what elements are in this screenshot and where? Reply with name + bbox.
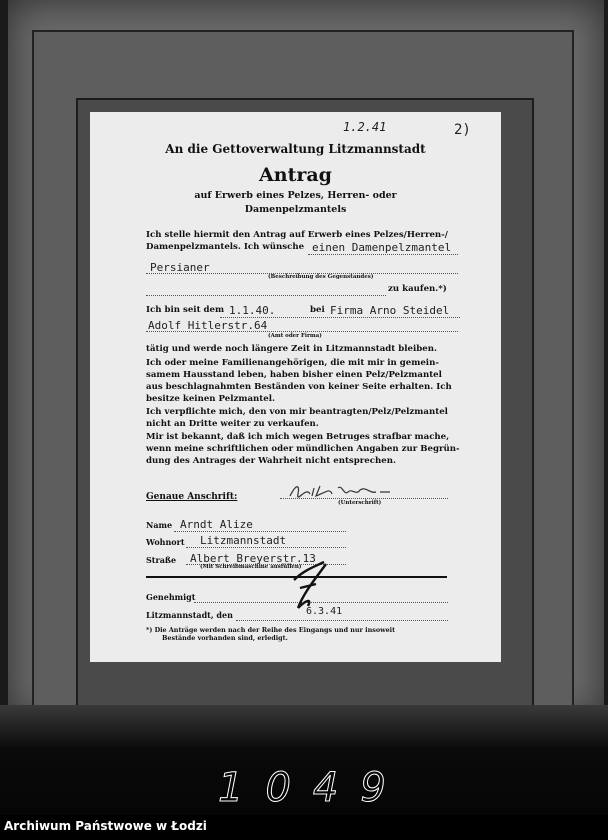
archive-credit: Archiwum Państwowe w Łodzi bbox=[4, 819, 207, 833]
header-note: 1.2.41 bbox=[343, 120, 387, 134]
employer-label: (Amt oder Firma) bbox=[268, 333, 322, 339]
since-date: 1.1.40. bbox=[229, 304, 276, 317]
para3-line-3: aus beschlagnahmten Beständen von keiner Seite erhalten. Ich bbox=[146, 382, 452, 392]
typewriter-note: (Mit Schreibmaschine ausfüllen) bbox=[200, 564, 302, 570]
para5-line-1: Mir ist bekannt, daß ich mich wegen Betruges strafbar mache, bbox=[146, 432, 450, 442]
dotted-line bbox=[220, 317, 460, 318]
dotted-line bbox=[174, 531, 346, 532]
employer: Firma Arno Steidel bbox=[330, 304, 450, 317]
para4-line-2: nicht an Dritte weiter zu verkaufen. bbox=[146, 419, 319, 429]
subtitle-1: auf Erwerb eines Pelzes, Herren- oder bbox=[194, 190, 397, 201]
para5-line-3: dung des Antrages der Wahrheit nicht entsprechen. bbox=[146, 456, 396, 466]
employer-address: Adolf Hitlerstr.64 bbox=[148, 319, 268, 332]
place-date-label: Litzmannstadt, den bbox=[146, 610, 233, 620]
dotted-line bbox=[146, 295, 386, 296]
addressee: An die Gettoverwaltung Litzmannstadt bbox=[165, 142, 426, 156]
frame-number: 1049 bbox=[218, 765, 408, 811]
name-label: Name bbox=[146, 520, 173, 530]
form-title: Antrag bbox=[259, 164, 332, 186]
street-label: Straße bbox=[146, 555, 177, 565]
item-filled: einen Damenpelzmantel bbox=[312, 241, 452, 254]
approval-date: 6.3.41 bbox=[306, 606, 343, 617]
street-value: Albert Breyerstr.13 bbox=[190, 552, 316, 565]
para1-line-a: Ich stelle hiermit den Antrag auf Erwerb eines Pelzes/Herren-/ bbox=[146, 230, 448, 240]
town-value: Litzmannstadt bbox=[200, 534, 287, 547]
para5-line-2: wenn meine schriftlichen oder mündlichen Angaben zur Begrün- bbox=[146, 444, 460, 454]
para2: tätig und werde noch längere Zeit in Litzmannstadt bleiben. bbox=[146, 344, 437, 354]
para4-line-1: Ich verpflichte mich, den von mir beantragten/Pelz/Pelzmantel bbox=[146, 407, 448, 417]
town-label: Wohnort bbox=[146, 537, 185, 547]
subtitle-2: Damenpelzmantels bbox=[244, 204, 347, 215]
zu-kaufen: zu kaufen.*) bbox=[388, 284, 447, 294]
item-description-label: (Beschreibung des Gegenstandes) bbox=[268, 274, 374, 280]
dotted-line bbox=[146, 331, 458, 332]
para3-line-2: samem Hausstand leben, haben bisher einen Pelz/Pelzmantel bbox=[146, 370, 442, 380]
form-paper bbox=[90, 112, 501, 662]
para3-line-1: Ich oder meine Familienangehörigen, die mit mir in gemein- bbox=[146, 358, 439, 368]
address-heading: Genaue Anschrift: bbox=[146, 492, 238, 502]
approved-label: Genehmigt bbox=[146, 592, 196, 602]
para1-line-b: Damenpelzmantels. Ich wünsche bbox=[146, 242, 305, 252]
since-label: Ich bin seit dem bbox=[146, 305, 225, 315]
dotted-line bbox=[308, 254, 458, 255]
signature-label: (Unterschrift) bbox=[338, 500, 382, 506]
dotted-line bbox=[236, 620, 448, 621]
corner-mark: 2) bbox=[454, 122, 471, 138]
applicant-signature bbox=[286, 482, 396, 502]
name-value: Arndt Alize bbox=[180, 518, 253, 531]
dotted-line bbox=[280, 498, 448, 499]
footnote-line-1: *) Die Anträge werden nach der Reihe des Eingangs und nur insoweit bbox=[146, 626, 396, 634]
archive-footer bbox=[0, 815, 608, 840]
footnote-line-2: Bestände vorhanden sind, erledigt. bbox=[162, 634, 288, 642]
item-description: Persianer bbox=[150, 261, 210, 274]
bei-label: bei bbox=[310, 305, 325, 315]
dotted-line bbox=[186, 547, 346, 548]
para3-line-4: besitze keinen Pelzmantel. bbox=[146, 394, 275, 404]
